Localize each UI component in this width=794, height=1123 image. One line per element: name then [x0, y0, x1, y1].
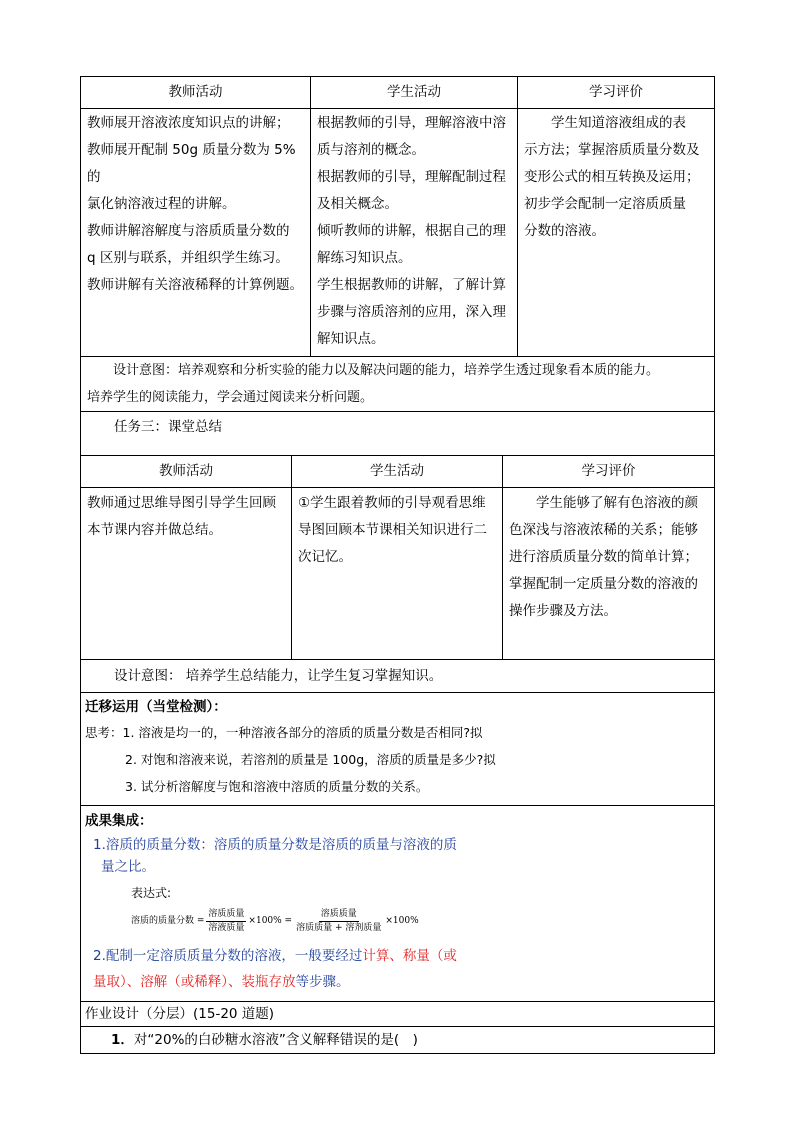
eval-line: 掌握配制一定质量分数的溶液的 — [509, 576, 698, 592]
student-line: 解知识点。 — [317, 331, 385, 347]
transfer-title: 迁移运用（当堂检测）： — [85, 699, 227, 715]
fraction-numerator: 溶质质量 — [206, 908, 246, 922]
design-intent-line: 设计意图： 培养学生总结能力，让学生复习掌握知识。 — [114, 667, 443, 684]
table2-eval-cell — [503, 488, 715, 660]
student-line: 及相关概念。 — [317, 196, 398, 212]
table2-header-row — [81, 456, 715, 488]
table1-header-student: 学生活动 — [311, 77, 518, 109]
activity-table-1 — [80, 76, 715, 456]
student-line: 质与溶剂的概念。 — [317, 142, 425, 158]
table1-design-cell — [81, 357, 715, 412]
table1-content-row — [81, 109, 715, 357]
fraction-denominator: 溶液质量 — [208, 922, 245, 933]
formula-fraction-1 — [206, 908, 246, 935]
homework-question-1: 对“20%的白砂糖水溶液”含义解释错误的是( ) — [133, 1031, 418, 1048]
table2-header-student: 学生活动 — [292, 456, 503, 488]
think-question-1: 思考：1. 溶液是均一的，一种溶液各部分的溶质的质量分数是否相同?拟 — [85, 725, 483, 740]
homework-title: 作业设计（分层）(15-20 道题) — [85, 1005, 275, 1022]
table2-student-cell — [292, 488, 503, 660]
teacher-line: 本节课内容并做总结。 — [87, 522, 222, 538]
homework-question-cell — [81, 1026, 715, 1053]
results-cell — [81, 805, 715, 1001]
table1-header-teacher: 教师活动 — [81, 77, 311, 109]
formula-multiplier-2: ×100% — [385, 915, 419, 926]
teacher-line: 教师展开配制 50g 质量分数为 5%的 — [87, 142, 296, 185]
student-line: 步骤与溶质溶剂的应用，深入理 — [317, 304, 506, 320]
table1-header-row — [81, 77, 715, 109]
mass-fraction-definition: 1.溶质的质量分数：溶质的质量分数是溶质的质量与溶液的质 — [93, 836, 457, 853]
mass-fraction-formula — [131, 908, 710, 935]
formula-multiplier: ×100% = — [248, 915, 293, 926]
homework-title-cell — [81, 1001, 715, 1026]
eval-line: 变形公式的相互转换及运用； — [524, 169, 700, 185]
teacher-line: 氯化钠溶液过程的讲解。 — [87, 196, 236, 212]
student-line: ①学生跟着教师的引导观看思维 — [298, 495, 486, 511]
fraction-denominator: 溶质质量 + 溶剂质量 — [296, 922, 382, 933]
transfer-cell — [81, 693, 715, 805]
teacher-line: q 区别与联系，并组织学生练习。 — [87, 250, 289, 266]
student-line: 学生根据教师的讲解，了解计算 — [317, 277, 506, 293]
task3-cell — [81, 412, 715, 456]
student-line: 解练习知识点。 — [317, 250, 412, 266]
design-intent-line: 培养学生的阅读能力，学会通过阅读来分析问题。 — [87, 390, 374, 405]
formula-lhs: 溶质的质量分数 = — [131, 915, 205, 926]
eval-line: 学生知道溶液组成的表 — [551, 115, 686, 131]
formula-fraction-2 — [294, 908, 383, 935]
eval-line: 操作步骤及方法。 — [509, 603, 617, 619]
table2-content-row — [81, 488, 715, 660]
table1-teacher-cell — [81, 109, 311, 357]
table1-header-eval: 学习评价 — [518, 77, 715, 109]
eval-line: 示方法；掌握溶质质量分数及 — [524, 142, 700, 158]
student-line: 次记忆。 — [298, 549, 352, 565]
question-number: 1． — [111, 1031, 134, 1048]
teacher-line: 教师通过思维导图引导学生回顾 — [87, 495, 276, 511]
eval-line: 分数的溶液。 — [524, 223, 605, 239]
fraction-numerator: 溶质质量 — [319, 908, 359, 922]
homework-title-row — [81, 1001, 715, 1026]
design-intent-line: 设计意图：培养观察和分析实验的能力以及解决问题的能力，培养学生透过现象看本质的能力。 — [113, 363, 660, 378]
summary-table — [80, 693, 715, 1054]
table2-teacher-cell — [81, 488, 292, 660]
student-line: 根据教师的引导，理解配制过程 — [317, 169, 506, 185]
results-row — [81, 805, 715, 1001]
transfer-row — [81, 693, 715, 805]
teacher-line: 教师讲解溶解度与溶质质量分数的 — [87, 223, 290, 239]
teacher-line: 教师展开溶液浓度知识点的讲解； — [87, 115, 290, 131]
table1-student-cell — [311, 109, 518, 357]
task3-row — [81, 412, 715, 456]
eval-line: 学生能够了解有色溶液的颜 — [536, 495, 698, 511]
think-question-2: 2. 对饱和溶液来说，若溶剂的质量是 100g，溶质的质量是多少?拟 — [125, 752, 496, 767]
lesson-plan-frame — [80, 76, 714, 1054]
table2-header-teacher: 教师活动 — [81, 456, 292, 488]
table1-eval-cell — [518, 109, 715, 357]
results-title: 成果集成： — [85, 812, 153, 829]
task3-title: 任务三：课堂总结 — [114, 419, 222, 435]
steps-outro: 等步骤。 — [295, 973, 350, 990]
table2-header-eval: 学习评价 — [503, 456, 715, 488]
steps-intro: 2.配制一定溶质质量分数的溶液，一般要经过 — [93, 947, 363, 964]
table1-design-row — [81, 357, 715, 412]
activity-table-2 — [80, 456, 715, 693]
expression-label: 表达式: — [131, 885, 172, 900]
table2-design-row — [81, 660, 715, 693]
teacher-line: 教师讲解有关溶液稀释的计算例题。 — [87, 277, 303, 293]
steps-highlight-1: 计算、称量（或 — [362, 947, 457, 964]
eval-line: 进行溶质质量分数的简单计算； — [509, 549, 698, 565]
student-line: 倾听教师的讲解，根据自己的理 — [317, 223, 506, 239]
student-line: 导图回顾本节课相关知识进行二 — [298, 522, 487, 538]
student-line: 根据教师的引导，理解溶液中溶 — [317, 115, 506, 131]
think-question-3: 3. 试分析溶解度与饱和溶液中溶质的质量分数的关系。 — [125, 779, 429, 794]
eval-line: 初步学会配制一定溶质质量 — [524, 196, 686, 212]
mass-fraction-definition-cont: 量之比。 — [101, 858, 155, 875]
eval-line: 色深浅与溶液浓稀的关系；能够 — [509, 522, 698, 538]
table2-design-cell — [81, 660, 715, 693]
homework-question-row — [81, 1026, 715, 1053]
steps-highlight-2: 量取）、溶解（或稀释）、装瓶存放 — [93, 973, 296, 990]
preparation-steps — [93, 943, 710, 995]
